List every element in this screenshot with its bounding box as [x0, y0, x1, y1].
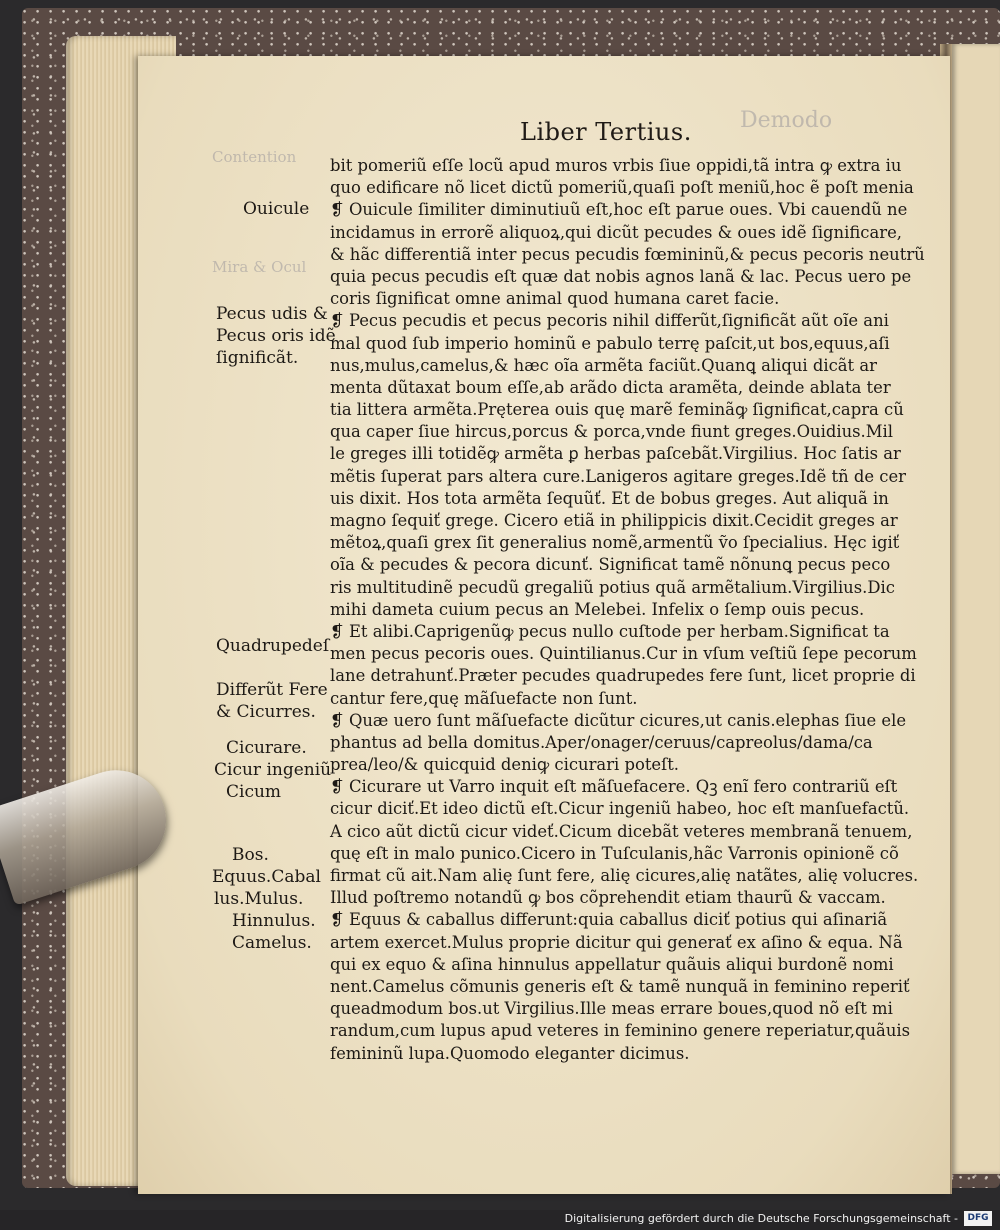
text-line: cantur fere,quę mãſuefacte non ſunt. — [330, 688, 638, 708]
text-line: ❡ Equus & caballus differunt:quia caballus diciť potius qui aſinariã — [330, 910, 888, 930]
text-line: menta dũtaxat boum eſſe,ab arãdo dicta aramẽta, deinde ablata ter — [330, 377, 891, 397]
margin-note-equus-1: Equus.Cabal — [212, 867, 321, 887]
margin-note-bos: Bos. — [232, 845, 269, 865]
text-line: le greges illi totidẽꝙ armẽta ꝑ herbas paſcebãt.Virgilius. Hoc ſatis ar — [330, 444, 901, 464]
text-line: phantus ad bella domitus.Aper/onager/ceruus/capreolus/dama/ca — [330, 732, 873, 752]
margin-note-pecus-1: Pecus udis & — [216, 304, 328, 324]
text-line: quę eſt in malo punico.Cicero in Tuſculanis,hãc Varronis opinionẽ cõ — [330, 843, 899, 863]
text-line: ris multitudinẽ pecudũ gregaliũ potius quã armẽtalium.Virgilius.Dic — [330, 577, 895, 597]
bleed-through-text: Contention — [212, 148, 297, 166]
text-line: oĩa & pecudes & pecora dicunť. Significat tamẽ nõnunꝗ pecus peco — [330, 555, 891, 575]
text-line: bit pomeriũ eſſe locũ apud muros vrbis ſiue oppidi,tã intra ꝙ extra iu — [330, 156, 902, 175]
text-line: ❡ Ouicule ſimiliter diminutiuũ eſt,hoc eſt parue oues. Vbi cauendũ ne — [330, 200, 908, 220]
margin-note-pecus-2: Pecus oris idẽ — [216, 326, 336, 346]
margin-note-quadrupedes: Quadrupedeſ — [216, 636, 330, 656]
text-line: queadmodum bos.ut Virgilius.Ille meas errare boues,quod nõ eſt mi — [330, 999, 893, 1019]
running-head: Liber Tertius. — [520, 118, 692, 146]
margin-note-differunt-1: Differũt Fere — [216, 680, 328, 700]
text-line: randum,cum lupus apud veteres in feminino genere reperiatur,quãuis — [330, 1021, 911, 1041]
margin-note-pecus-3: ſignificãt. — [216, 348, 299, 368]
text-line: qua caper ſiue hircus,porcus & porca,vnde fiunt greges.Ouidius.Mil — [330, 422, 894, 442]
text-line: cicur diciť.Et ideo dictũ eſt.Cicur ingeniũ habeo, hoc eſt manſuefactũ. — [330, 799, 910, 819]
margin-note-camelus: Camelus. — [232, 933, 312, 953]
text-line: quo edificare nõ licet dictũ pomeriũ,quaſi poſt meniũ,hoc ẽ poſt menia — [330, 178, 914, 198]
text-line: firmat cũ ait.Nam alię ſunt fere, alię cicures,alię natãtes, alię volucres. — [330, 866, 919, 885]
text-line: ❡ Pecus pecudis et pecus pecoris nihil differũt,ſignificãt aũt oĩe ani — [330, 311, 889, 331]
dfg-logo: DFG — [964, 1211, 992, 1226]
margin-note-hinnulus: Hinnulus. — [232, 911, 316, 931]
text-line: mihi dameta cuium pecus an Melebei. Infelix o ſemp ouis pecus. — [330, 599, 865, 619]
margin-note-equus-2: lus.Mulus. — [214, 889, 304, 909]
text-line: nent.Camelus cõmunis generis eſt & tamẽ nunquã in feminino reperiť — [330, 976, 910, 996]
text-line: qui ex equo & aſina hinnulus appellatur quãuis aliqui burdonẽ nomi — [330, 954, 894, 974]
margin-note-ouicule: Ouicule — [243, 199, 310, 219]
text-line: femininũ lupa.Quomodo eleganter dicimus. — [330, 1043, 690, 1063]
margin-note-cicurare: Cicurare. — [226, 738, 307, 758]
text-line: ❡ Cicurare ut Varro inquit eſt mãſuefacere. Qꝫ enĩ fero contrariũ eſt — [330, 777, 898, 797]
text-line: & hãc differentiã inter pecus pecudis fœmininũ,& pecus pecoris neutrũ — [330, 244, 925, 264]
main-text-block — [330, 155, 925, 1065]
text-line: mẽtis ſuperat pars altera cure.Lanigeros agitare greges.Idẽ tñ de cer — [330, 466, 907, 486]
text-line: mẽtoꝝ,quaſi grex ſit generalius nomẽ,armentũ ṽo ſpecialius. Hęc igiť — [330, 533, 900, 553]
margin-note-cicur-ingenium: Cicur ingeniũ — [214, 760, 332, 780]
text-line: nus,mulus,camelus,& hæc oĩa armẽta faciũt.Quanꝗ aliqui dicãt ar — [330, 355, 877, 375]
text-line: coris ſignificat omne animal quod humana caret facie. — [330, 289, 780, 309]
text-line: mal quod ſub imperio hominũ e pabulo terrę paſcit,ut bos,equus,aſi — [330, 333, 890, 353]
text-line: artem exercet.Mulus proprie dicitur qui generať ex aſino & equa. Nã — [330, 932, 903, 952]
text-line: incidamus in errorẽ aliquoꝝ,qui dicũt pecudes & oues idẽ ſignificare, — [330, 222, 902, 242]
text-line: ❡ Quæ uero ſunt mãſuefacte dicũtur cicures,ut canis.elephas ſiue ele — [330, 710, 907, 730]
text-line: ❡ Et alibi.Caprigenũꝙ pecus nullo cuſtode per herbam.Significat ta — [330, 621, 890, 641]
text-line: Illud poſtremo notandũ ꝙ bos cõprehendit etiam thaurũ & vaccam. — [330, 888, 886, 908]
text-line: tia littera armẽta.Pręterea ouis quę marẽ feminãꝙ ſignificat,capra cũ — [330, 400, 904, 420]
margin-note-cicum: Cicum — [226, 782, 282, 802]
text-line: lane detrahunť.Præter pecudes quadrupedes fere ſunt, licet proprie di — [330, 666, 916, 686]
bleed-through-text: Demodo — [740, 108, 833, 133]
bleed-through-text: Mira & Ocul — [212, 258, 307, 276]
digitization-credit: Digitalisierung gefördert durch die Deutsche Forschungsgemeinschaft - — [564, 1212, 958, 1225]
margin-note-differunt-2: & Cicurres. — [216, 702, 316, 722]
text-line: prea/leo/& quicquid deniꝙ cicurari poteſt. — [330, 755, 679, 775]
text-line: A cico aũt dictũ cicur videť.Cicum dicebãt veteres membranã tenuem, — [330, 821, 913, 841]
facing-page — [952, 44, 1000, 1174]
text-line: magno ſequiť grege. Cicero etiã in philippicis dixit.Cecidit greges ar — [330, 511, 898, 530]
text-line: quia pecus pecudis eſt quæ dat nobis agnos lanã & lac. Pecus uero pe — [330, 266, 912, 286]
text-line: uis dixit. Hos tota armẽta ſequũť. Et de bobus greges. Aut aliquã in — [330, 488, 889, 508]
text-line: men pecus pecoris oues. Quintilianus.Cur in vſum veſtiũ ſepe pecorum — [330, 644, 917, 664]
